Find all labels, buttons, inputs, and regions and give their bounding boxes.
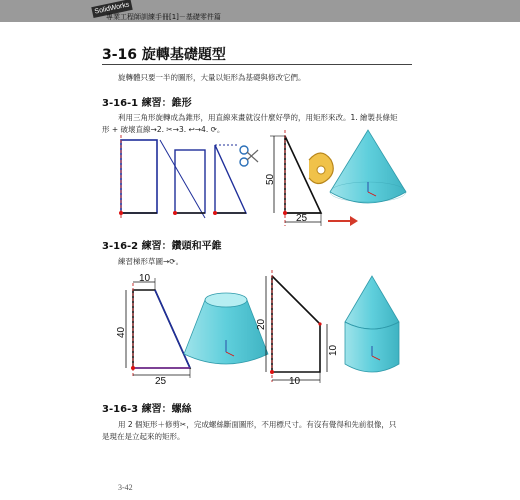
ex1-text-line1: 利用三角形旋轉成為錐形，用直線來畫就沒什麼好學的，用矩形來改。1. 繪製長條矩 bbox=[118, 113, 398, 122]
page-number: 3-42 bbox=[118, 483, 133, 492]
book-subtitle: 專業工程師訓練手冊[1]－基礎零件篇 bbox=[106, 13, 221, 21]
solidworks-badge: SolidWorks bbox=[91, 0, 132, 18]
ex2-dim-bottom: 25 bbox=[155, 376, 167, 387]
intro-text: 旋轉體只要一半的圖形，大量以矩形為基礎與修改它們。 bbox=[118, 73, 306, 82]
ex3-heading: 3-16-3 練習：螺絲 bbox=[102, 404, 192, 415]
ex1-dim-height: 50 bbox=[265, 173, 276, 185]
ex2-dim-right-height: 20 bbox=[256, 318, 267, 330]
ex2-dim-right-bottom: 10 bbox=[289, 376, 301, 387]
ex2-dim-top: 10 bbox=[139, 273, 151, 284]
drill-sketch bbox=[256, 270, 339, 387]
ex1-dim-width: 25 bbox=[296, 213, 308, 224]
ex1-text-line2: 形 + 破壞直線→2. ✂→3. ↩→4. ⟳。 bbox=[102, 125, 225, 134]
drill-3d-model bbox=[345, 276, 399, 372]
ex2-text-line1: 練習梯形草圖→⟳。 bbox=[118, 257, 184, 266]
ex2-heading: 3-16-2 練習：鑽頭和平錐 bbox=[102, 241, 222, 252]
ex3-text-line2: 是現在是立起來的矩形。 bbox=[102, 432, 185, 441]
trapezoid-sketch bbox=[116, 273, 190, 387]
ex2-dim-height: 40 bbox=[116, 326, 127, 338]
ex1-heading: 3-16-1 練習：錐形 bbox=[102, 98, 192, 109]
ex2-dim-right-small: 10 bbox=[328, 344, 339, 356]
section-title: 3-16 旋轉基礎題型 bbox=[102, 47, 226, 63]
ex3-text-line1: 用 2 個矩形＋修剪✂，完成螺絲斷面圖形，不用標尺寸。有沒有覺得和先前很像，只 bbox=[118, 420, 397, 429]
